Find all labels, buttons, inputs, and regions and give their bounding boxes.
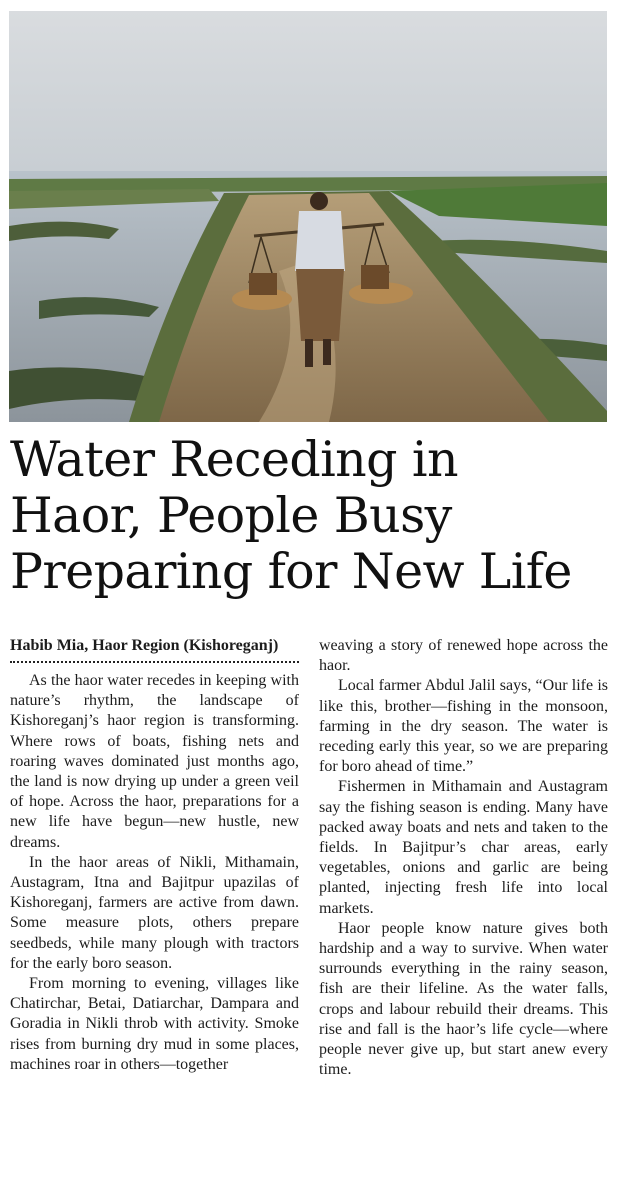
paragraph-6: Haor people know nature gives both hardship and a way to survive. When water surrounds everything in the rainy season, fish are their lifeline. As the water falls, crops and labour rebuild their dreams. This rise and fall is the haor’s life cycle—where people never give up, but start anew every time. <box>319 919 608 1079</box>
paragraph-4: Local farmer Abdul Jalil says, “Our life is like this, brother—fishing in the monsoon, farming in the dry season. The water is receding early this year, so we are preparing for boro ahead of time.” <box>319 677 608 776</box>
paragraph-3: From morning to evening, villages like Chatirchar, Betai, Datiarchar, Dampara and Goradia in Nikli throb with activity. Smoke rises from burning dry mud in some places, machines roar in others—together <box>10 975 299 1073</box>
article-photo <box>9 11 607 422</box>
headline <box>10 432 610 600</box>
headline-line-1: Water Receding in <box>10 431 458 488</box>
article-column-left <box>10 636 299 1075</box>
headline-line-2: Haor, People Busy <box>10 487 452 544</box>
headline-line-3: Preparing for New Life <box>10 543 572 600</box>
byline: Habib Mia, Haor Region (Kishoreganj) <box>10 637 279 654</box>
paragraph-3-continued: weaving a story of renewed hope across the haor. <box>319 637 608 675</box>
paragraph-5: Fishermen in Mithamain and Austagram say the fishing season is ending. Many have packed away boats and nets and taken to the fields. In Bajitpur’s char areas, early vegetables, onions and garlic are being planted, injecting fresh life into local markets. <box>319 778 608 917</box>
article-column-right <box>319 636 608 1080</box>
haor-farmer-photo-icon <box>9 11 607 422</box>
paragraph-1: As the haor water recedes in keeping with nature’s rhythm, the landscape of Kishoreganj’s haor region is transforming. Where rows of boats, fishing nets and roaring waves dominated just months ago, the land is now drying up under a green veil of hope. Across the haor, preparations for a new life have begun—new hustle, new dreams. <box>10 672 299 851</box>
byline-divider <box>10 661 299 663</box>
paragraph-2: In the haor areas of Nikli, Mithamain, Austagram, Itna and Bajitpur upazilas of Kishoreganj, farmers are active from dawn. Some measure plots, others prepare seedbeds, while many plough with tractors for the early boro season. <box>10 853 299 972</box>
